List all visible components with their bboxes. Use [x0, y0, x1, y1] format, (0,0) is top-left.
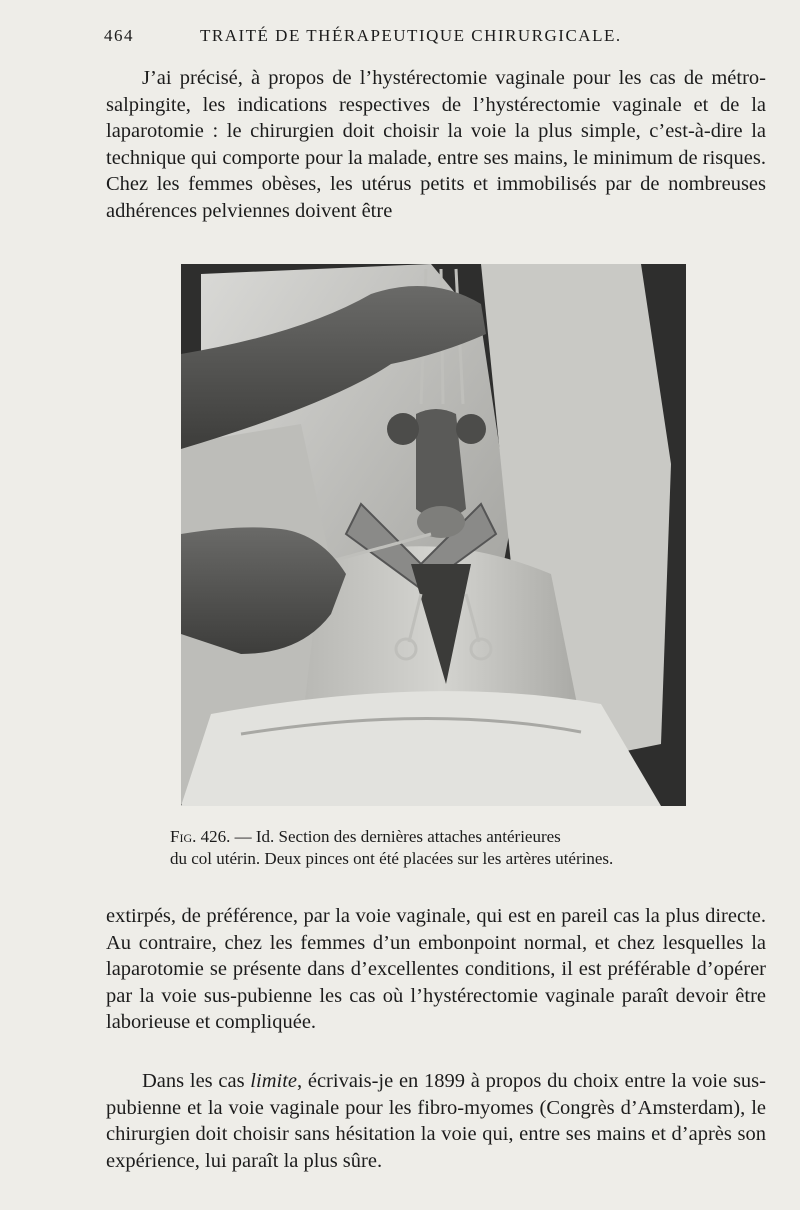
caption-text-1: — Id. Section des dernières attaches antérieures — [234, 827, 561, 846]
paragraph-3-start: Dans les cas — [142, 1070, 251, 1092]
page-number: 464 — [104, 26, 134, 45]
running-title: TRAITÉ DE THÉRAPEUTIQUE CHIRURGICALE. — [200, 26, 622, 45]
paragraph-3-emphasis: limite — [250, 1070, 297, 1092]
caption-line-2: du col utérin. Deux pinces ont été placées sur les artères utérines. — [170, 849, 614, 868]
paragraph-2: extirpés, de préférence, par la voie vaginale, qui est en pareil cas la plus directe. Au contraire, chez les femmes d’un embonpoint normal, et chez lesquelles la laparotomie se présente dans d’excellentes conditions, il est préférable d’opérer par la voie sus-pubienne les cas où l’hystérectomie vaginale paraît devoir être laborieuse et compliquée. — [106, 905, 766, 1033]
paragraph-3 — [106, 1068, 766, 1174]
figure-photograph — [181, 264, 686, 806]
paragraph-3-rest: , écrivais-je en 1899 à propos du choix entre la voie sus-pubienne et la voie vaginale pour les fibro-myomes (Congrès d’Amsterdam), le chirurgien doit choisir sans hésitation la voie qui, entre ses mains et d’après son expérience, lui paraît la plus sûre. — [106, 1070, 766, 1172]
running-head — [104, 26, 768, 52]
figure-label: Fig. 426. — [170, 827, 231, 846]
paragraph-1: J’ai précisé, à propos de l’hystérectomie vaginale pour les cas de métro-salpingite, les indications respectives de l’hystérectomie vaginale et de la laparotomie : le chirurgien doit choisir la voie la plus simple, c’est-à-dire la technique qui comporte pour la malade, entre ses mains, le minimum de risques. Chez les femmes obèses, les utérus petits et immobilisés par de nombreuses adhérences pelviennes doivent être — [106, 67, 766, 222]
caption-line-1 — [170, 826, 730, 848]
figure-caption — [170, 826, 730, 870]
surgical-photograph — [181, 264, 686, 806]
